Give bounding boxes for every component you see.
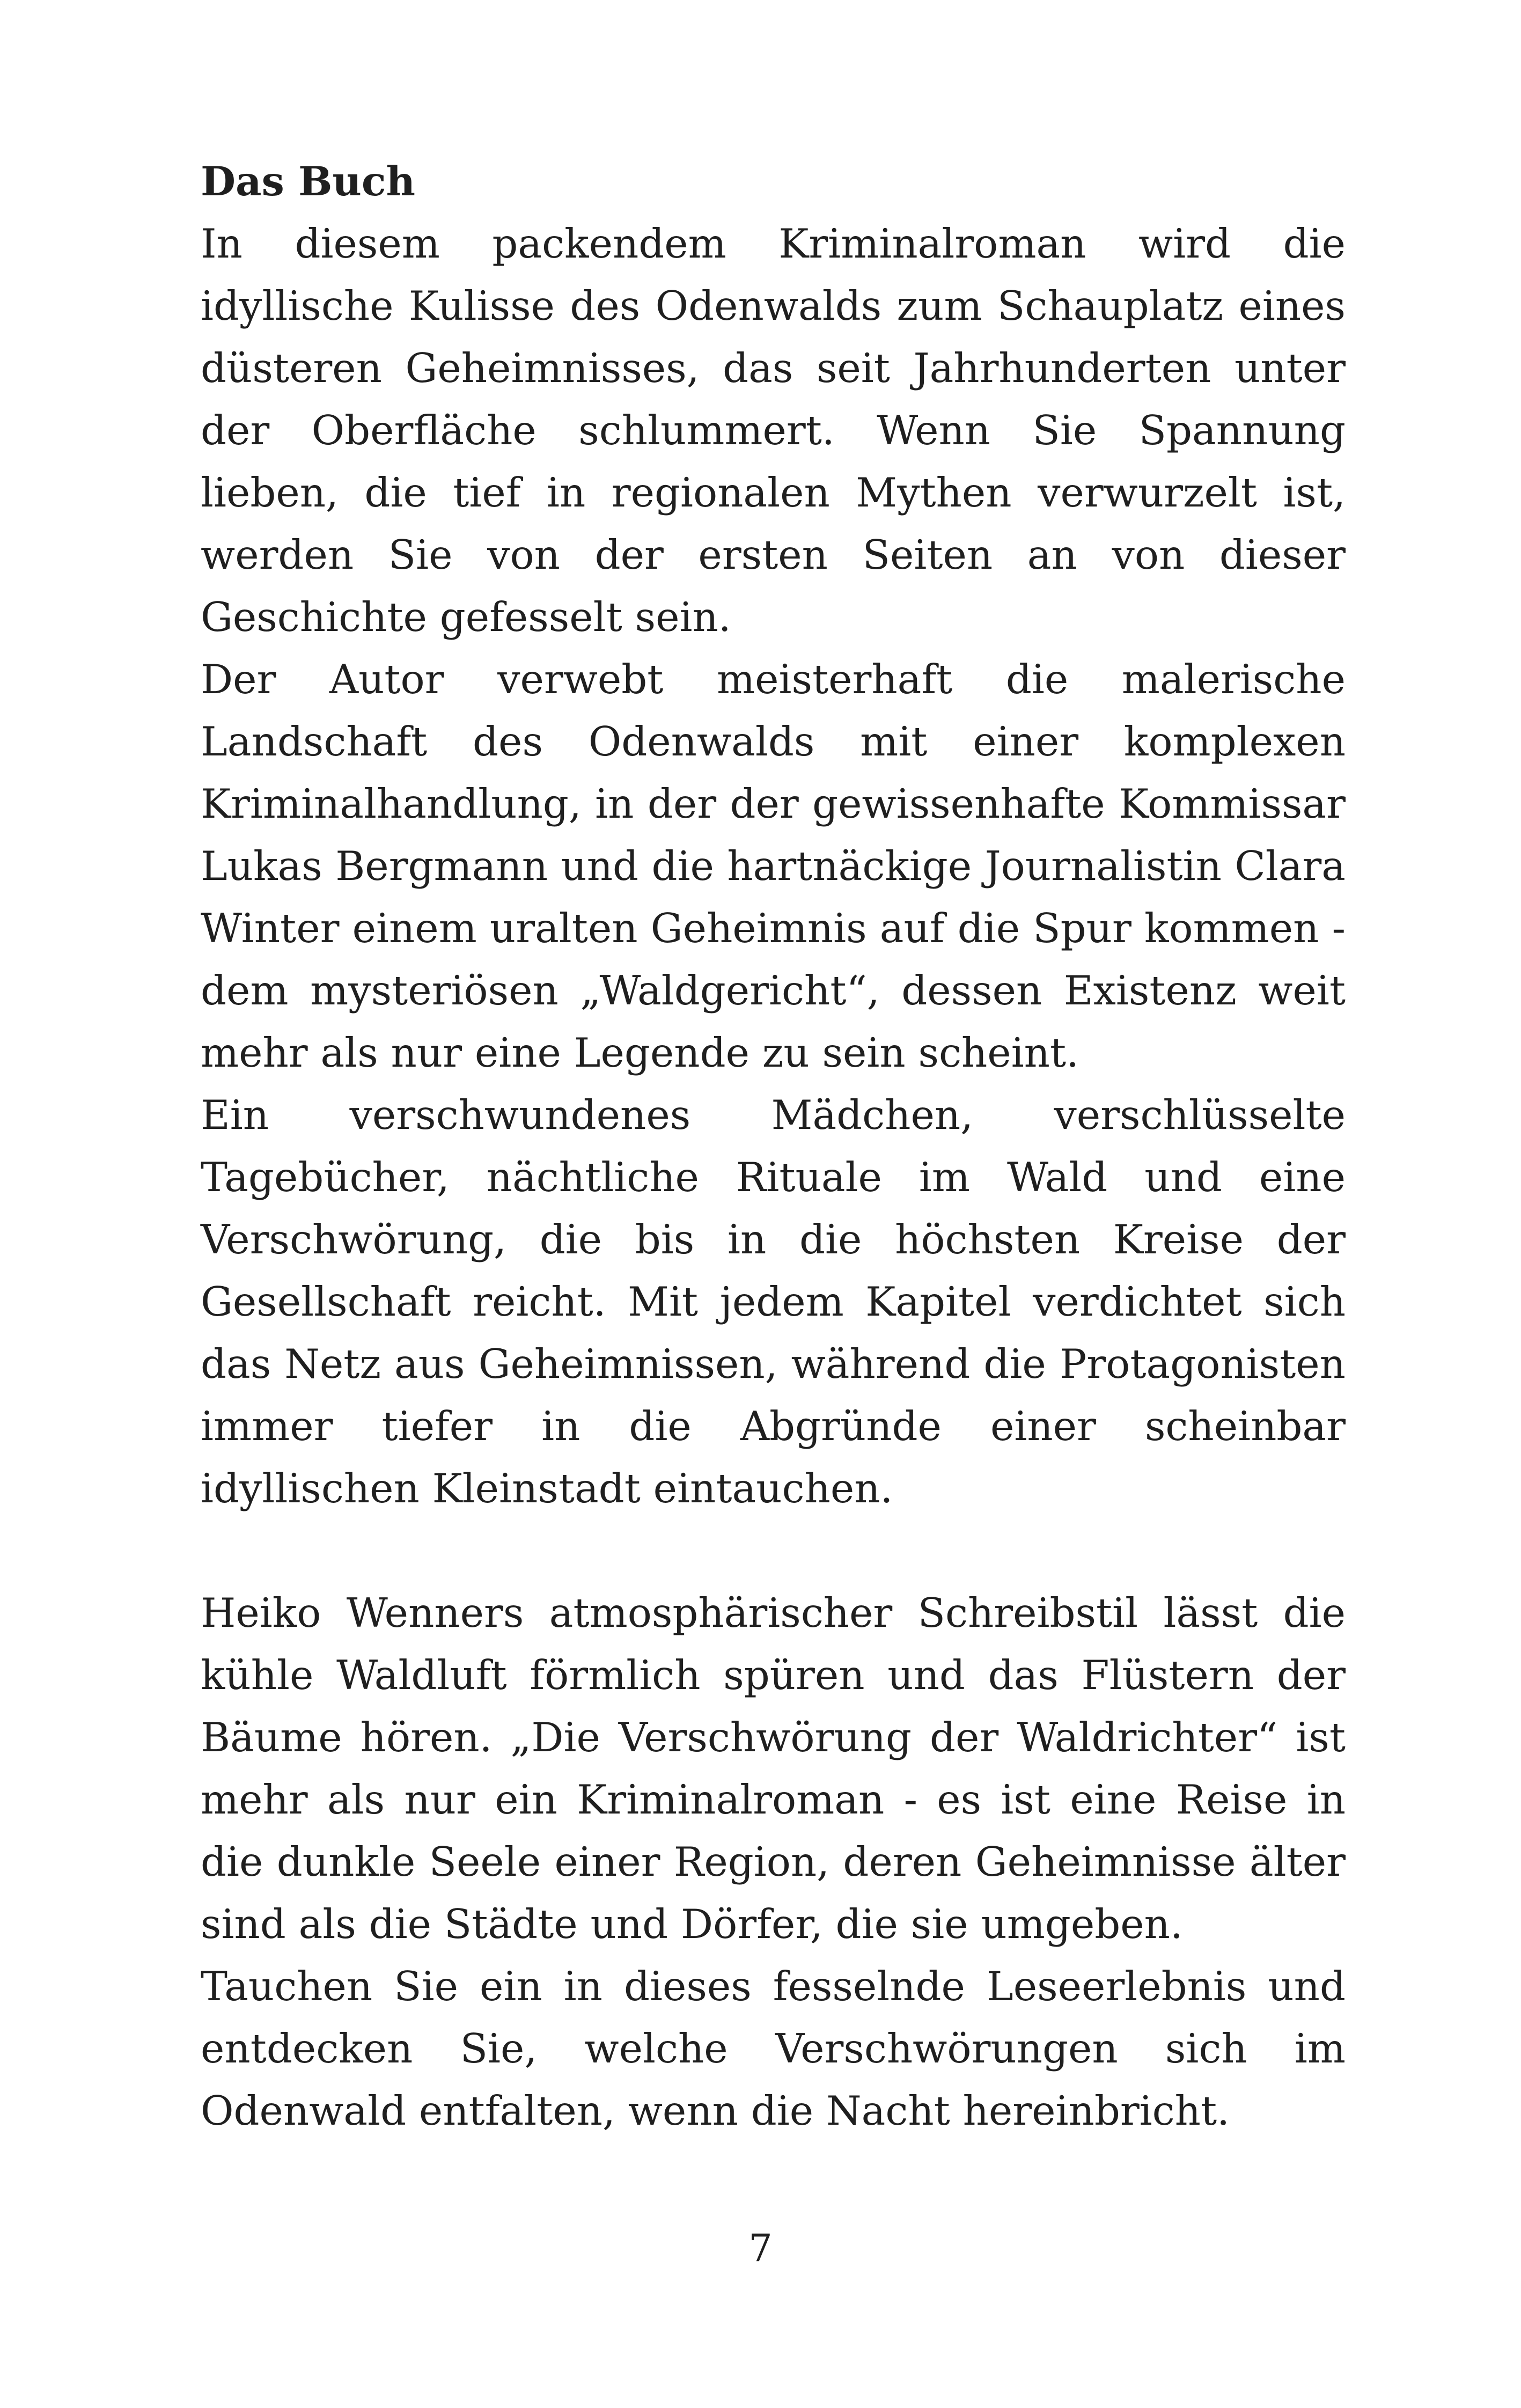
paragraph-style: Heiko Wenners atmosphärischer Schreibstil lässt die kühle Waldluft förmlich spüren und das Flüstern der Bäume hören. „Die Verschwörung der Waldrichter“ ist mehr als nur ein Kriminalroman - es ist eine Reise in die dunkle Seele einer Region, deren Geheimnisse älter sind als die Städte und Dörfer, die sie umgeben. (201, 1589, 1346, 1948)
paragraph-spacer (201, 1519, 1346, 1582)
paragraph-author-plot: Der Autor verwebt meisterhaft die malerische Landschaft des Odenwalds mit einer komplexen Kriminalhandlung, in der der gewissenhafte Kommissar Lukas Bergmann und die hartnäckige Journalistin Clara Winter einem uralten Geheimnis auf die Spur kommen - dem mysteriösen „Waldgericht“, dessen Existenz weit mehr als nur eine Legende zu sein scheint. (201, 656, 1346, 1076)
section-heading: Das Buch (201, 158, 416, 205)
page-number: 7 (748, 2226, 773, 2270)
paragraph-closing: Tauchen Sie ein in dieses fesselnde Leseerlebnis und entdecken Sie, welche Verschwörungen sich im Odenwald entfalten, wenn die Nacht hereinbricht. (201, 1963, 1346, 2134)
paragraph-intro: In diesem packendem Kriminalroman wird die idyllische Kulisse des Odenwalds zum Schauplatz eines düsteren Geheimnisses, das seit Jahrhunderten unter der Oberfläche schlummert. Wenn Sie Spannung lieben, die tief in regionalen Mythen verwurzelt ist, werden Sie von der ersten Seiten an von dieser Geschichte gefesselt sein. (201, 220, 1346, 641)
body-text (201, 150, 1346, 2142)
paragraph-mystery: Ein verschwundenes Mädchen, verschlüsselte Tagebücher, nächtliche Rituale im Wald und eine Verschwörung, die bis in die höchsten Kreise der Gesellschaft reicht. Mit jedem Kapitel verdichtet sich das Netz aus Geheimnissen, während die Protagonisten immer tiefer in die Abgründe einer scheinbar idyllischen Kleinstadt eintauchen. (201, 1091, 1346, 1512)
